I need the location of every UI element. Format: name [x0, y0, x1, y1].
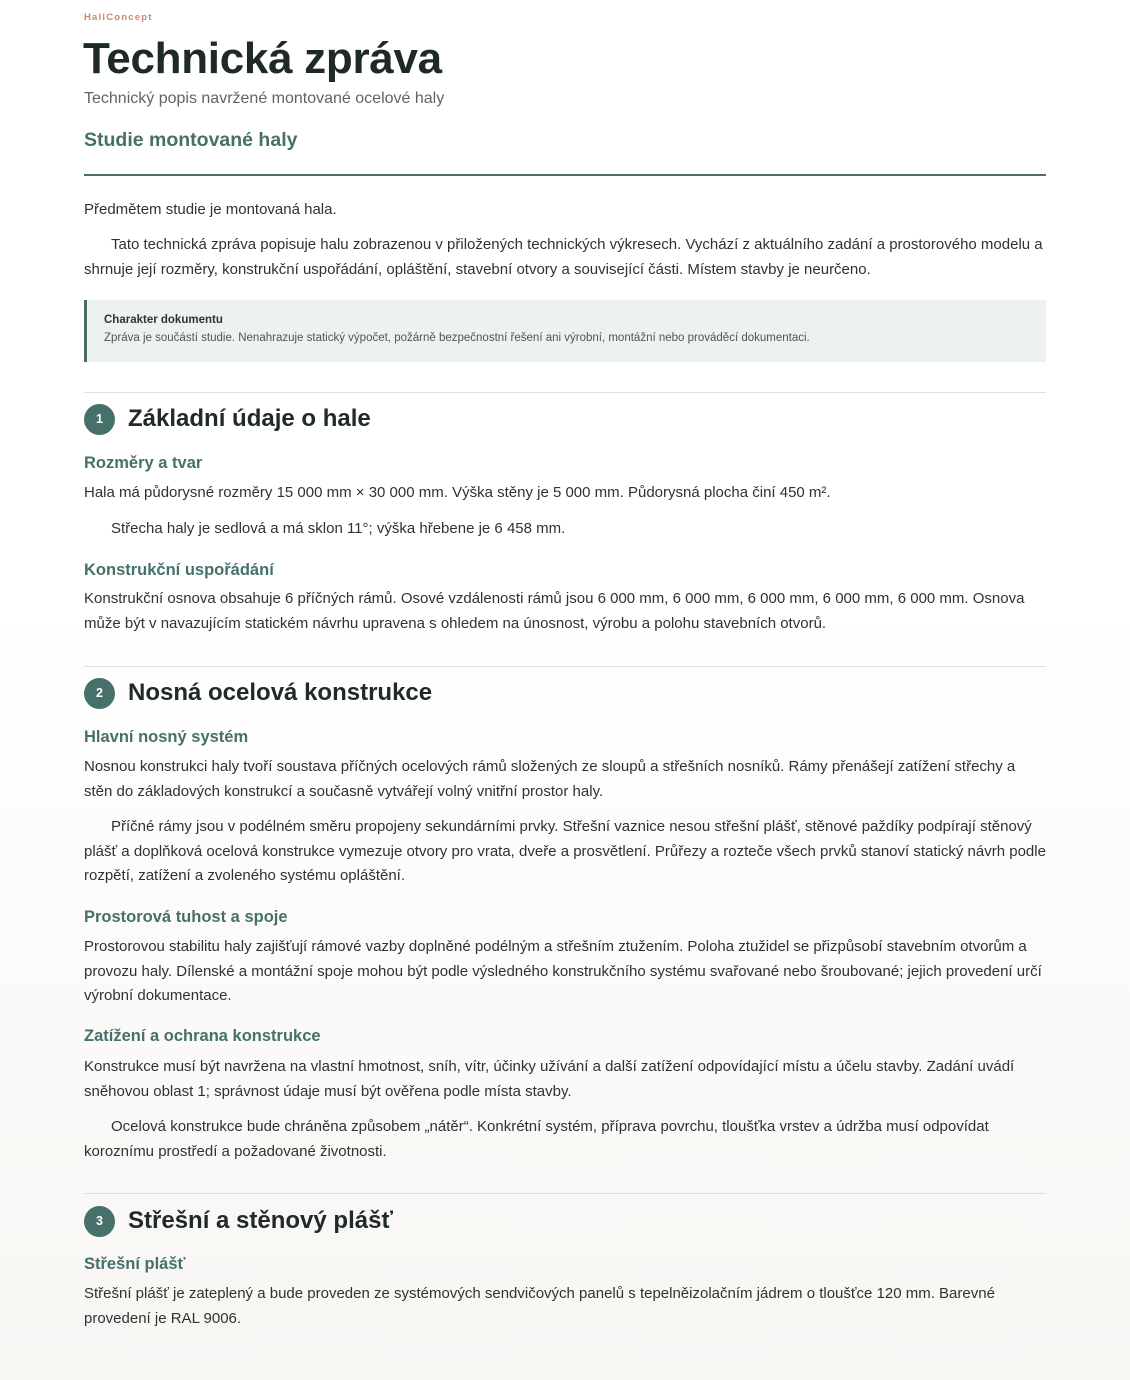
paragraph: Hala má půdorysné rozměry 15 000 mm × 30 000 mm. Výška stěny je 5 000 mm. Půdorysná plocha činí 450 m².	[84, 484, 831, 501]
brand-logo-text: HallConcept	[84, 12, 153, 23]
header-divider	[84, 174, 1046, 176]
section-heading	[84, 403, 371, 435]
section-divider	[84, 392, 1046, 393]
section-heading	[84, 1205, 393, 1237]
section-number-badge: 3	[84, 1206, 115, 1237]
paragraph: Konstrukce musí být navržena na vlastní hmotnost, sníh, vítr, účinky užívání a další zatížení odpovídající místu a účelu stavby. Zadání uvádí sněhovou oblast 1; správnost údaje musí být ověřena podle místa stavby.	[84, 1058, 1015, 1100]
paragraph: Ocelová konstrukce bude chráněna způsobem „nátěr“. Konkrétní systém, příprava povrchu, tloušťka vrstev a údržba musí odpovídat koroznímu prostředí a požadované životnosti.	[84, 1118, 989, 1160]
section-divider	[84, 1193, 1046, 1194]
subsection-title: Zatížení a ochrana konstrukce	[84, 1027, 321, 1045]
paragraph: Prostorovou stabilitu haly zajišťují rámové vazby doplněné podélným a střešním ztužením. Poloha ztužidel se přizpůsobí stavebním otvorům a provozu haly. Dílenské a montážní spoje mohou být podle výsledného konstrukčního systému svařované nebo šroubované; jejich provedení určí výrobní dokumentace.	[84, 938, 1042, 1004]
paragraph: Nosnou konstrukci haly tvoří soustava příčných ocelových rámů složených ze sloupů a střešních nosníků. Rámy přenášejí zatížení střechy a stěn do základových konstrukcí a současně vytvářejí volný vnitřní prostor haly.	[84, 758, 1016, 800]
section-heading	[84, 677, 432, 709]
subsection-title: Prostorová tuhost a spoje	[84, 908, 288, 926]
document-note	[84, 300, 1046, 362]
subsection-title: Rozměry a tvar	[84, 454, 203, 472]
section-number-badge: 1	[84, 404, 115, 435]
section-divider	[84, 666, 1046, 667]
section-title: Nosná ocelová konstrukce	[128, 679, 433, 706]
subsection-title: Střešní plášť	[84, 1255, 186, 1273]
page-title: Technická zpráva	[83, 34, 442, 83]
paragraph: Střešní plášť je zateplený a bude proveden ze systémových sendvičových panelů s tepelněizolačním jádrem o tloušťce 120 mm. Barevné provedení je RAL 9006.	[84, 1285, 995, 1327]
page-subtitle: Technický popis navržené montované ocelové haly	[84, 90, 445, 107]
intro-paragraph: Předmětem studie je montovaná hala.	[84, 201, 337, 218]
section-title: Střešní a stěnový plášť	[128, 1207, 393, 1234]
intro-paragraph: Tato technická zpráva popisuje halu zobrazenou v přiložených technických výkresech. Vychází z aktuálního zadání a prostorového modelu a shrnuje její rozměry, konstrukční uspořádání, opláštění, stavební otvory a související části. Místem stavby je neurčeno.	[84, 236, 1043, 278]
study-title: Studie montované haly	[84, 129, 298, 151]
note-text: Zpráva je součástí studie. Nenahrazuje statický výpočet, požárně bezpečnostní řešení ani výrobní, montážní nebo prováděcí dokumentaci.	[104, 332, 810, 344]
section-number-badge: 2	[84, 678, 115, 709]
section-title: Základní údaje o hale	[128, 405, 371, 432]
paragraph: Střecha haly je sedlová a má sklon 11°; výška hřebene je 6 458 mm.	[111, 520, 566, 537]
paragraph: Příčné rámy jsou v podélném směru propojeny sekundárními prvky. Střešní vaznice nesou střešní plášť, stěnové paždíky podpírají stěnový plášť a doplňková ocelová konstrukce vymezuje otvory pro vrata, dveře a prosvětlení. Průřezy a rozteče všech prvků stanoví statický návrh podle rozpětí, zatížení a zvoleného systému opláštění.	[84, 818, 1046, 884]
subsection-title: Hlavní nosný systém	[84, 728, 249, 746]
subsection-title: Konstrukční uspořádání	[84, 561, 274, 579]
paragraph: Konstrukční osnova obsahuje 6 příčných rámů. Osové vzdálenosti rámů jsou 6 000 mm, 6 000 mm, 6 000 mm, 6 000 mm, 6 000 mm. Osnova může být v navazujícím statickém návrhu upravena s ohledem na únosnost, výrobu a polohu stavebních otvorů.	[84, 590, 1025, 632]
note-title: Charakter dokumentu	[104, 314, 223, 326]
